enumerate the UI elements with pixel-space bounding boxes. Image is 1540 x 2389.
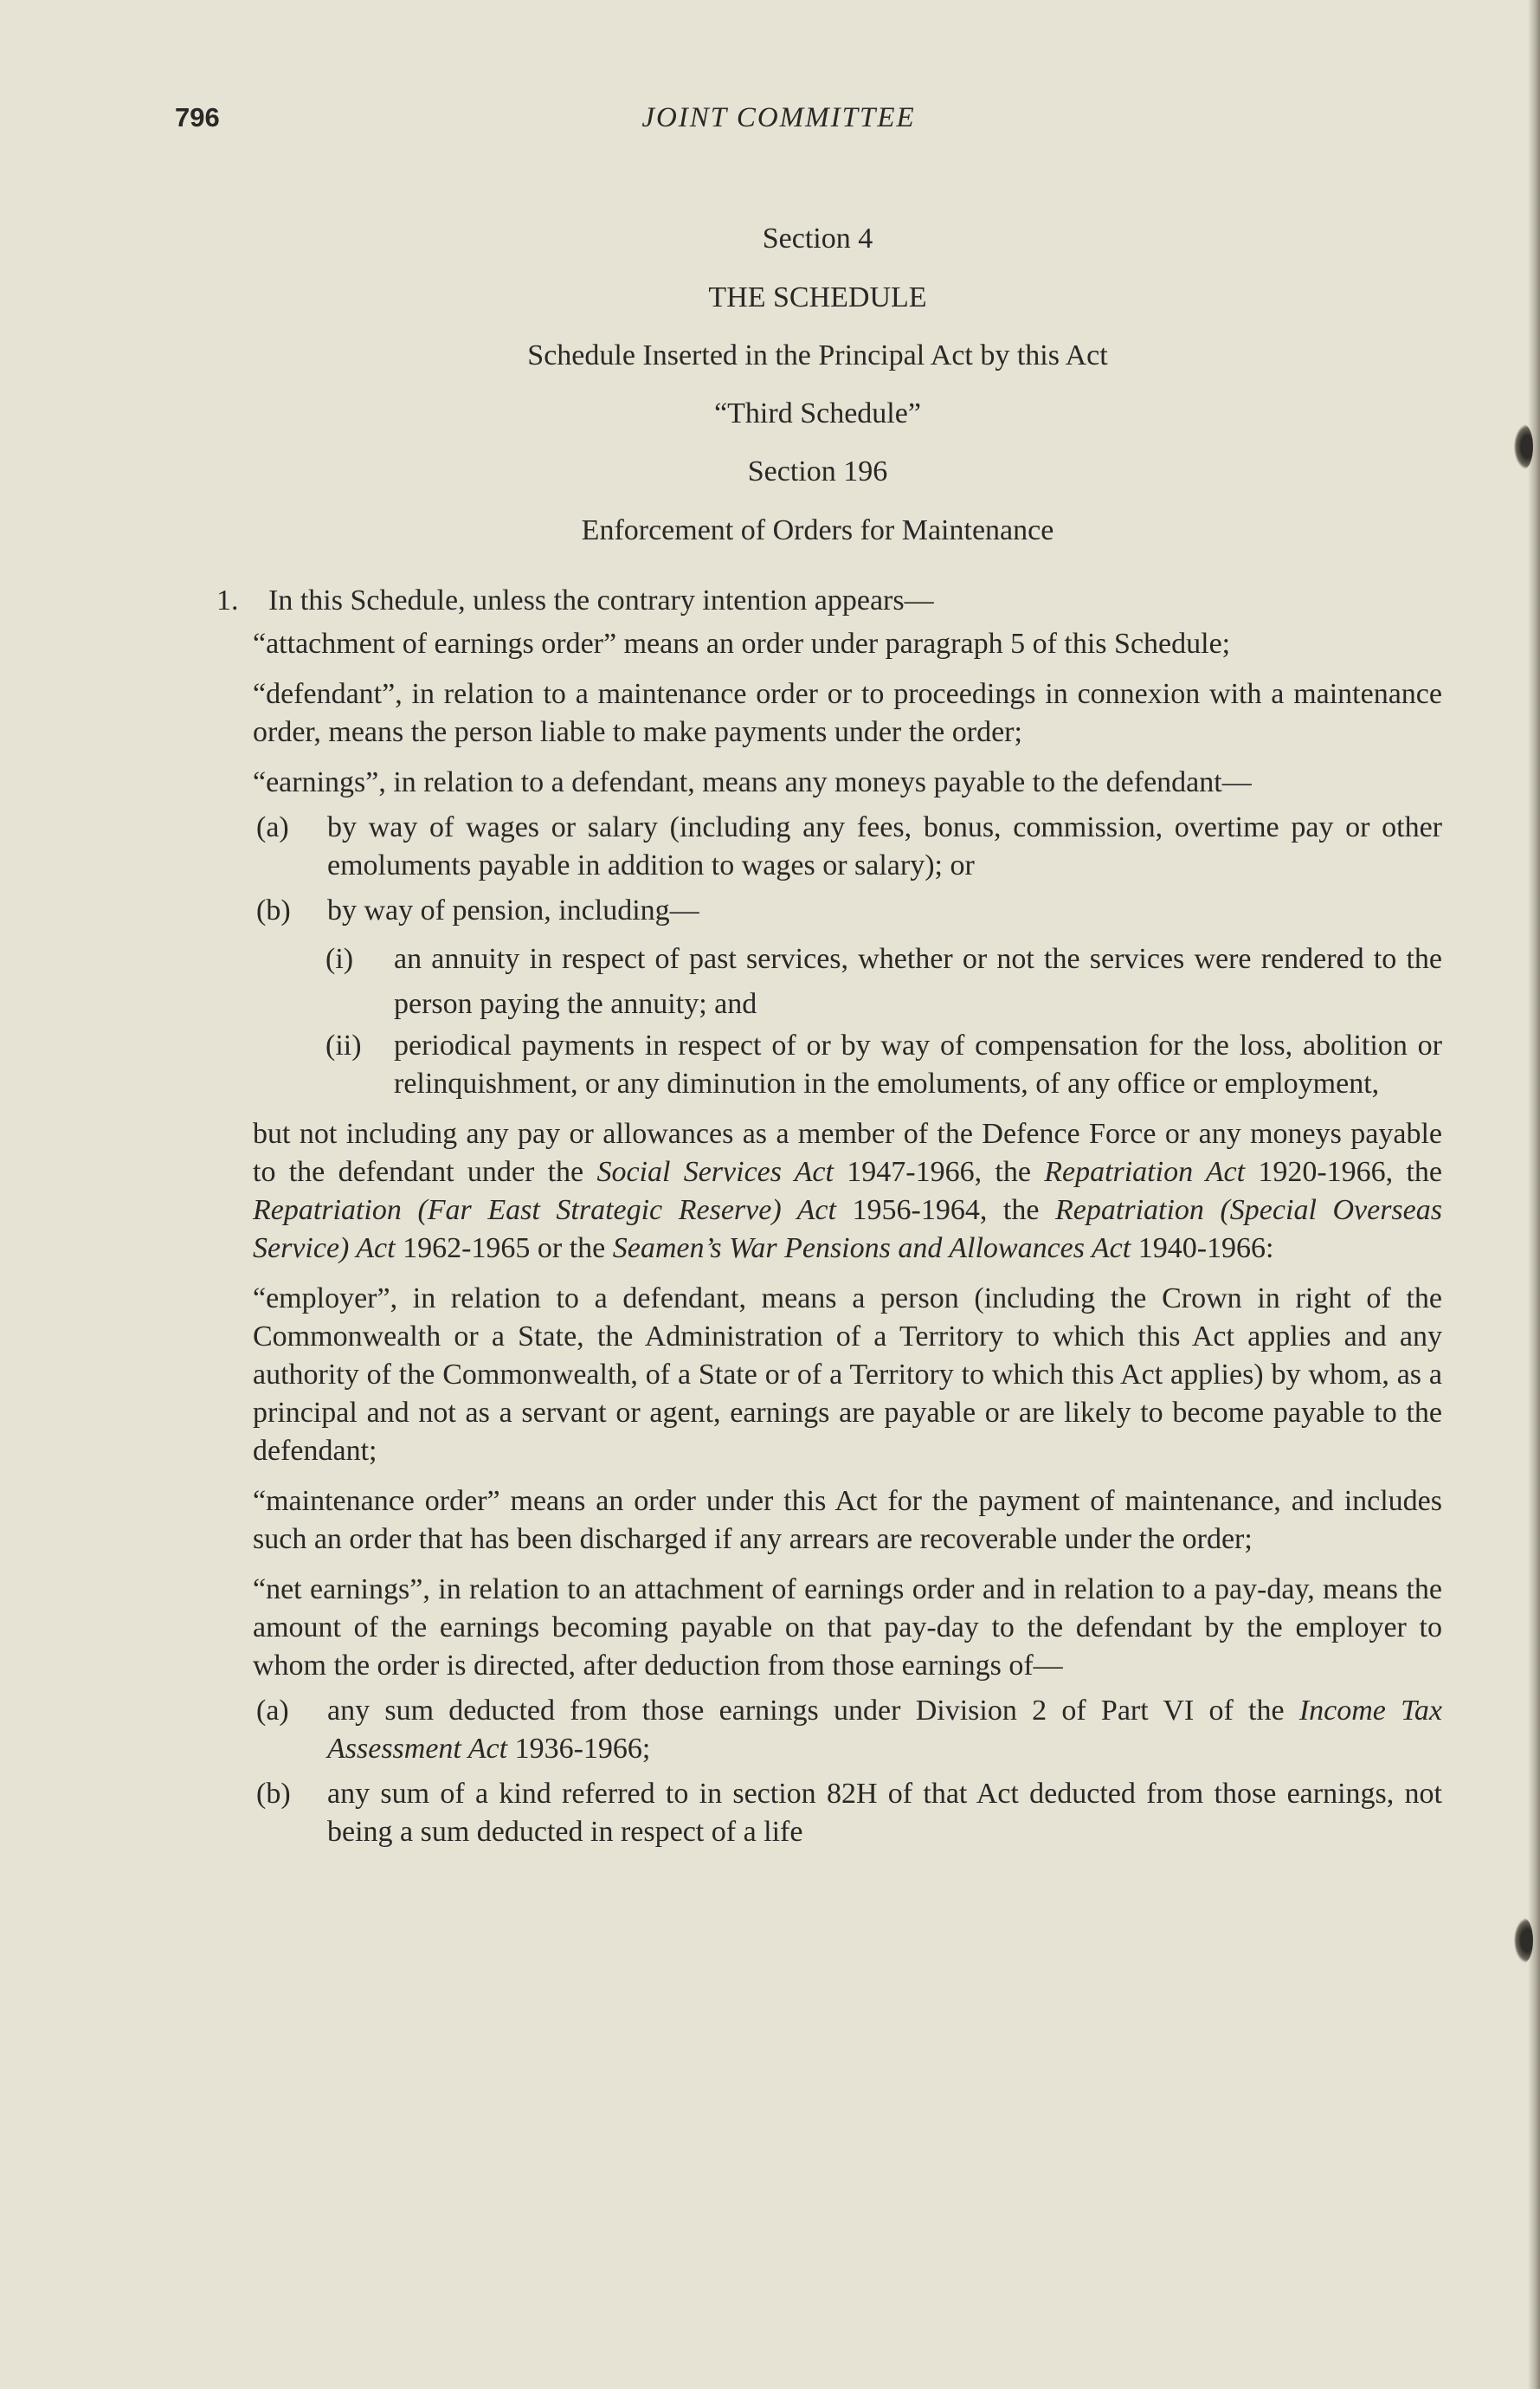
text-run: but not including any pay or allowances as a member of the Defence Force or any moneys payable to the defendant under the — [253, 1118, 1442, 1188]
earnings-item-a — [216, 809, 1442, 885]
subitem-label: (i) — [325, 943, 354, 975]
item-label: (b) — [256, 894, 291, 927]
definition-defendant: “defendant”, in relation to a maintenance order or to proceedings in connexion with a maintenance order, means the person liable to make payments under the order; — [253, 678, 1442, 748]
earnings-item-b — [216, 892, 1442, 930]
paragraph-text: In this Schedule, unless the contrary intention appears— — [268, 584, 934, 617]
section-heading: Section 4 — [762, 223, 873, 255]
definition-earnings: “earnings”, in relation to a defendant, means any moneys payable to the defendant— — [253, 766, 1252, 798]
binding-hole-mark — [1514, 1918, 1533, 1963]
earnings-subitem-ii — [216, 1027, 1442, 1103]
text-run: 1940-1966: — [1131, 1232, 1274, 1264]
text-run: 1962-1965 or the — [395, 1232, 613, 1264]
act-title: Seamen’s War Pensions and Allowances Act — [612, 1232, 1131, 1264]
text-run: 1920-1966, the — [1245, 1156, 1443, 1188]
item-label: (b) — [256, 1778, 291, 1810]
schedule-title: THE SCHEDULE — [708, 281, 927, 313]
page-number: 796 — [175, 102, 220, 132]
third-schedule-title: “Third Schedule” — [714, 397, 921, 429]
paragraph-number: 1. — [216, 584, 239, 617]
page-header — [0, 102, 1540, 142]
act-title: Income Tax Assessment Act — [327, 1695, 1443, 1765]
text-run: 1936-1966; — [507, 1733, 651, 1765]
text-run: 1947-1966, the — [833, 1156, 1045, 1188]
subitem-text: periodical payments in respect of or by way of compensation for the loss, abolition or relinquishment, or any diminution in the emoluments, of any office or employment, — [394, 1030, 1442, 1100]
definition-maintenance-order: “maintenance order” means an order under this Act for the payment of maintenance, and includes such an order that has been discharged if any arrears are recoverable under the order; — [253, 1485, 1442, 1555]
act-title: Repatriation (Far East Strategic Reserve) Act — [253, 1194, 836, 1226]
definition-attachment-order: “attachment of earnings order” means an order under paragraph 5 of this Schedule; — [253, 628, 1231, 660]
enforcement-heading: Enforcement of Orders for Maintenance — [581, 514, 1054, 546]
schedule-subtitle: Schedule Inserted in the Principal Act by this Act — [527, 339, 1108, 371]
running-head: JOINT COMMITTEE — [641, 102, 916, 133]
item-label: (a) — [256, 1695, 289, 1727]
item-text: by way of wages or salary (including any fees, bonus, commission, overtime pay or other emoluments payable in addition to wages or salary); or — [327, 811, 1442, 881]
act-title: Repatriation (Special Overseas Service) Act — [253, 1194, 1442, 1264]
item-text: any sum of a kind referred to in section 82H of that Act deducted from those earnings, not being a sum deducted in respect of a life — [327, 1778, 1442, 1848]
paragraph-1 — [216, 582, 1442, 620]
subitem-text: an annuity in respect of past services, whether or not the services were rendered to the person paying the annuity; and — [394, 943, 1442, 1020]
definition-employer: “employer”, in relation to a defendant, means a person (including the Crown in right of the Commonwealth or a State, the Administration of a Territory to which this Act applies and any authority of the Commonwealth, of a State or of a Territory to which this Act applies) by whom, as a principal and not as a servant or agent, earnings are payable or are likely to become payable to the defendant; — [253, 1282, 1442, 1467]
act-title: Repatriation Act — [1044, 1156, 1246, 1188]
subitem-label: (ii) — [325, 1030, 362, 1062]
act-title: Social Services Act — [596, 1156, 834, 1188]
earnings-subitem-i — [216, 937, 1442, 1027]
definition-net-earnings: “net earnings”, in relation to an attachment of earnings order and in relation to a pay-day, means the amount of the earnings becoming payable on that pay-day to the defendant by the employer to whom the order is directed, after deduction from those earnings of— — [253, 1573, 1442, 1682]
net-earnings-item-b — [216, 1775, 1442, 1851]
earnings-exclusions — [216, 1115, 1442, 1268]
net-earnings-item-a — [216, 1692, 1442, 1768]
text-run: any sum deducted from those earnings under Division 2 of Part VI of the — [327, 1695, 1299, 1727]
item-label: (a) — [256, 811, 289, 843]
schedule-body — [216, 582, 1442, 1851]
text-run: 1956-1964, the — [835, 1194, 1056, 1226]
section-196-heading: Section 196 — [747, 455, 888, 487]
item-text: by way of pension, including— — [327, 894, 699, 927]
